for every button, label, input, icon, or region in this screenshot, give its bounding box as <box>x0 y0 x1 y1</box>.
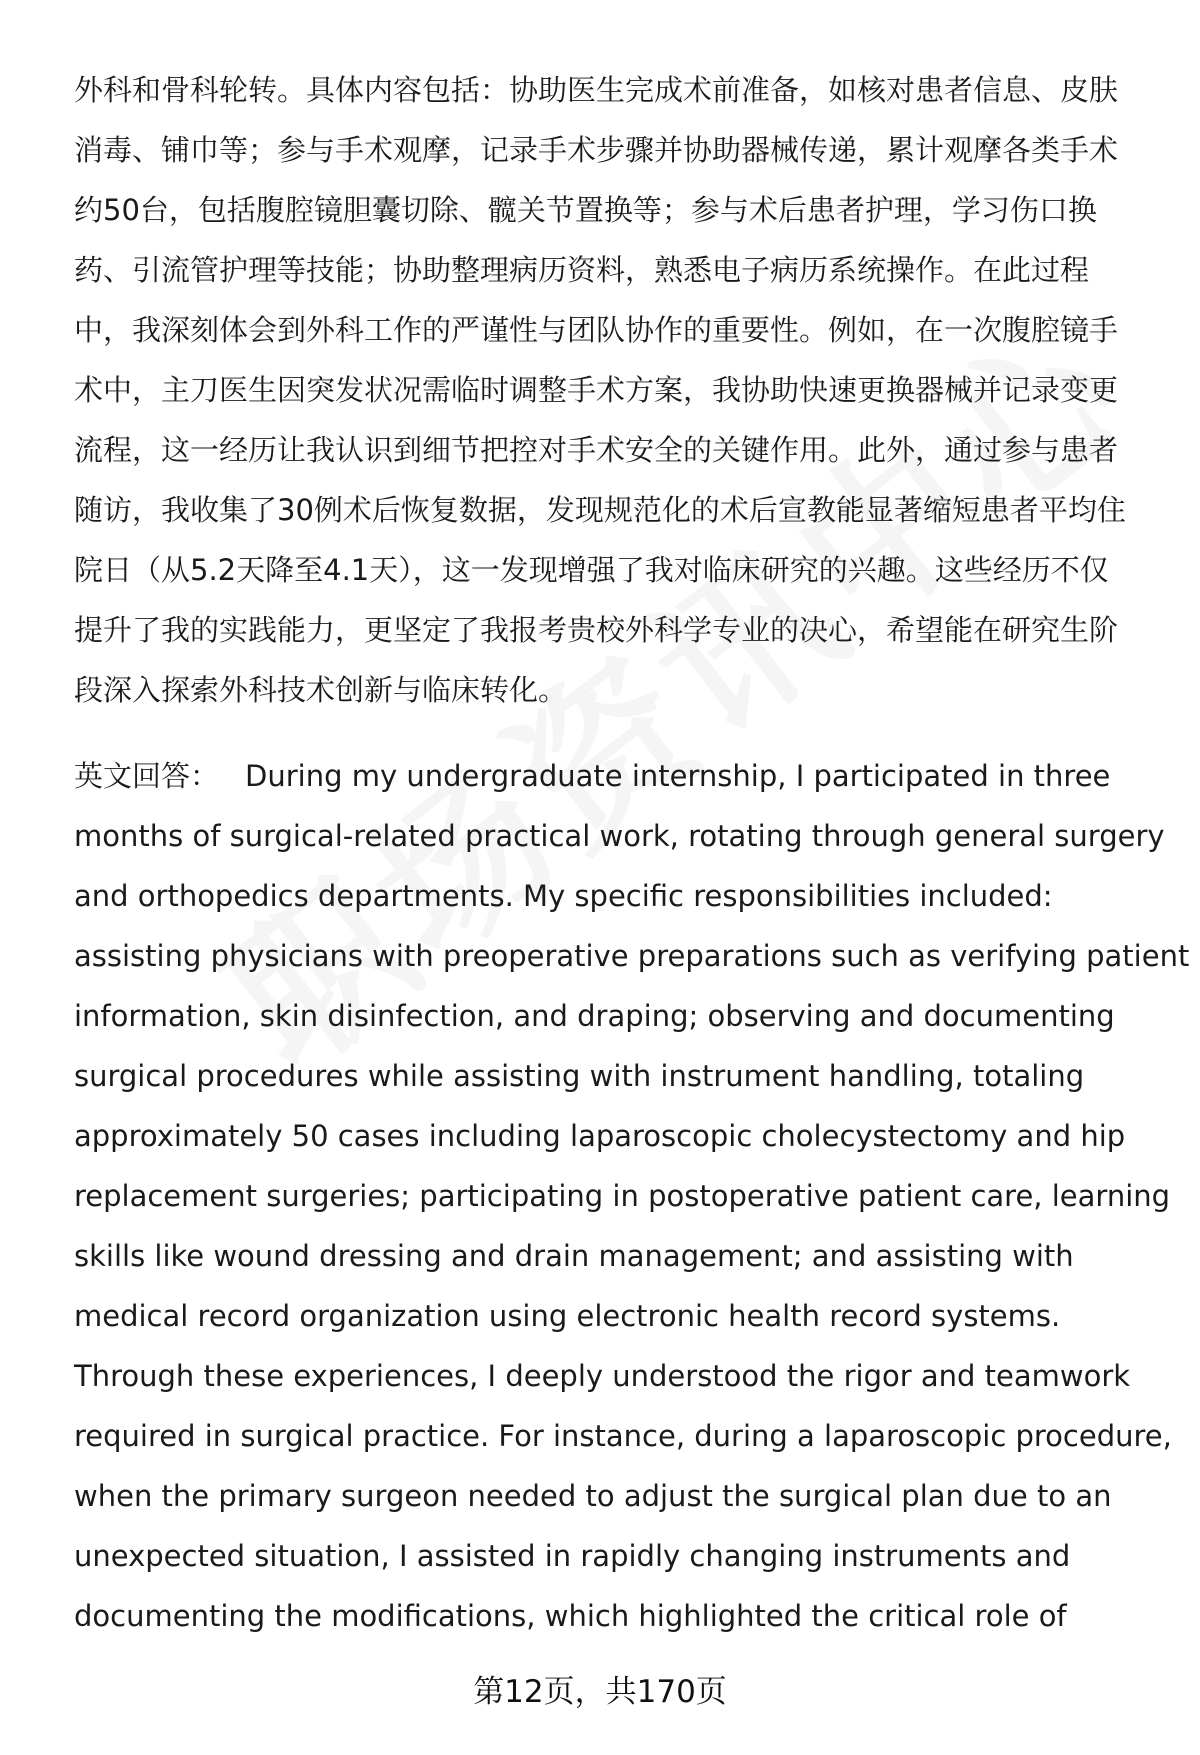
english-first-line <box>74 746 1154 806</box>
paragraph-line: 段深入探索外科技术创新与临床转化。 <box>74 673 568 707</box>
chinese-answer-paragraph <box>74 60 1154 720</box>
english-answer-label: 英文回答： <box>74 759 220 793</box>
paragraph-line: 流程，这一经历让我认识到细节把控对手术安全的关键作用。此外，通过参与患者 <box>74 433 1119 467</box>
paragraph-line: documenting the modifications, which highlighted the critical role of <box>74 1599 1067 1633</box>
paragraph-line: when the primary surgeon needed to adjust the surgical plan due to an <box>74 1479 1112 1513</box>
paragraph-line: During my undergraduate internship, I participated in three <box>245 759 1111 793</box>
paragraph-line: months of surgical-related practical work, rotating through general surgery <box>74 819 1165 853</box>
paragraph-line: approximately 50 cases including laparoscopic cholecystectomy and hip <box>74 1119 1126 1153</box>
paragraph-line: 随访，我收集了30例术后恢复数据，发现规范化的术后宣教能显著缩短患者平均住 <box>74 493 1126 527</box>
english-answer-paragraph <box>74 746 1190 1646</box>
paragraph-line: 外科和骨科轮转。具体内容包括：协助医生完成术前准备，如核对患者信息、皮肤 <box>74 73 1119 107</box>
page-number-footer: 第12页，共170页 <box>473 1674 727 1710</box>
paragraph-line: 中，我深刻体会到外科工作的严谨性与团队协作的重要性。例如，在一次腹腔镜手 <box>74 313 1119 347</box>
paragraph-line: 提升了我的实践能力，更坚定了我报考贵校外科学专业的决心，希望能在研究生阶 <box>74 613 1119 647</box>
paragraph-line: surgical procedures while assisting with instrument handling, totaling <box>74 1059 1085 1093</box>
paragraph-line: and orthopedics departments. My specific responsibilities included: <box>74 879 1053 913</box>
paragraph-line: assisting physicians with preoperative preparations such as verifying patient <box>74 939 1190 973</box>
paragraph-line: 术中，主刀医生因突发状况需临时调整手术方案，我协助快速更换器械并记录变更 <box>74 373 1119 407</box>
paragraph-line: information, skin disinfection, and draping; observing and documenting <box>74 999 1115 1033</box>
paragraph-line: required in surgical practice. For instance, during a laparoscopic procedure, <box>74 1419 1172 1453</box>
paragraph-line: 约50台，包括腹腔镜胆囊切除、髋关节置换等；参与术后患者护理，学习伤口换 <box>74 193 1097 227</box>
paragraph-line: unexpected situation, I assisted in rapidly changing instruments and <box>74 1539 1071 1573</box>
paragraph-line: replacement surgeries; participating in postoperative patient care, learning <box>74 1179 1171 1213</box>
paragraph-line: Through these experiences, I deeply understood the rigor and teamwork <box>74 1359 1131 1393</box>
paragraph-line: 院日（从5.2天降至4.1天），这一发现增强了我对临床研究的兴趣。这些经历不仅 <box>74 553 1109 587</box>
paragraph-line: 药、引流管护理等技能；协助整理病历资料，熟悉电子病历系统操作。在此过程 <box>74 253 1090 287</box>
paragraph-line: medical record organization using electronic health record systems. <box>74 1299 1061 1333</box>
paragraph-line: skills like wound dressing and drain management; and assisting with <box>74 1239 1074 1273</box>
paragraph-line: 消毒、铺巾等；参与手术观摩，记录手术步骤并协助器械传递，累计观摩各类手术 <box>74 133 1119 167</box>
